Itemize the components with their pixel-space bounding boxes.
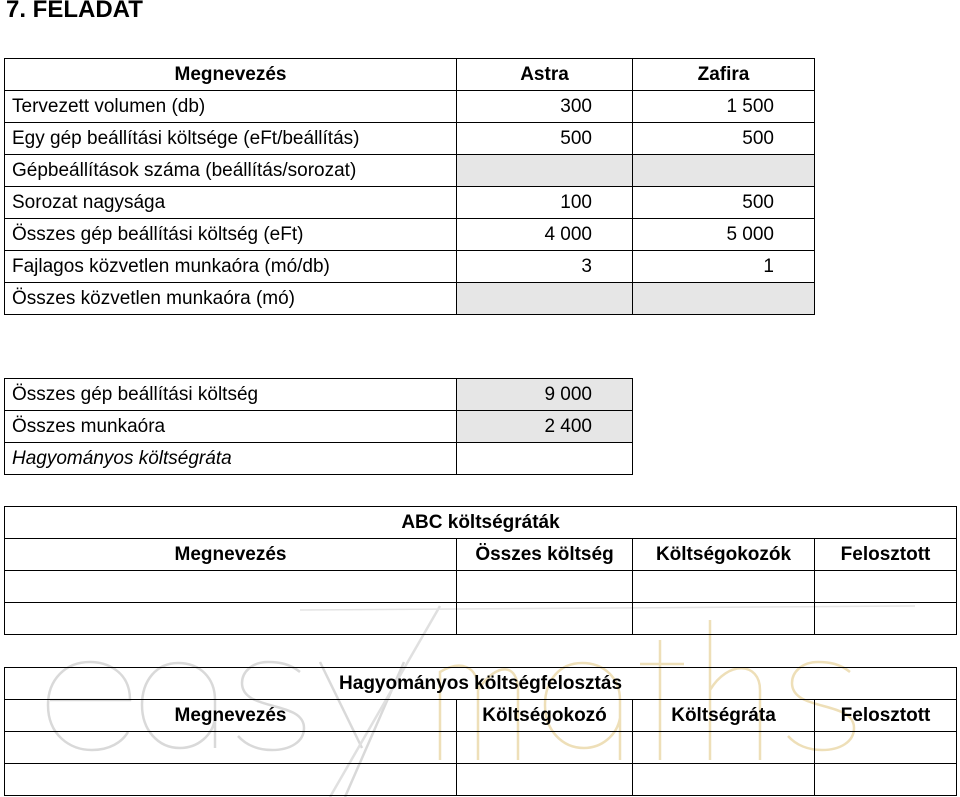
traditional-rate-input-cell[interactable]: [457, 443, 633, 475]
empty-cell[interactable]: [815, 571, 957, 603]
empty-cell[interactable]: [815, 603, 957, 635]
table-row: [5, 91, 815, 123]
header-osszes-koltseg: Összes költség: [457, 539, 633, 571]
zafira-input-cell[interactable]: [633, 283, 815, 315]
astra-value: 100: [457, 187, 633, 219]
row-label: Tervezett volumen (db): [5, 91, 457, 123]
row-label: Egy gép beállítási költsége (eFt/beállítás): [5, 123, 457, 155]
table-row: [5, 155, 815, 187]
traditional-allocation-table: [4, 667, 957, 796]
product-data-table: [4, 58, 815, 315]
empty-cell[interactable]: [633, 732, 815, 764]
empty-cell[interactable]: [5, 764, 457, 796]
header-zafira: Zafira: [633, 59, 815, 91]
row-value: 2 400: [457, 411, 633, 443]
row-label: Összes munkaóra: [5, 411, 457, 443]
empty-cell[interactable]: [5, 732, 457, 764]
row-label: Sorozat nagysága: [5, 187, 457, 219]
row-label: Hagyományos költségráta: [5, 443, 457, 475]
empty-cell[interactable]: [815, 732, 957, 764]
table-row: [5, 251, 815, 283]
header-megnevezes: Megnevezés: [5, 700, 457, 732]
header-koltsegrata: Költségráta: [633, 700, 815, 732]
table-row: [5, 123, 815, 155]
table-title: Hagyományos költségfelosztás: [5, 668, 957, 700]
table-title: ABC költségráták: [5, 507, 957, 539]
empty-cell[interactable]: [457, 603, 633, 635]
astra-value: 300: [457, 91, 633, 123]
empty-cell[interactable]: [457, 764, 633, 796]
header-felosztott: Felosztott: [815, 700, 957, 732]
empty-cell[interactable]: [457, 571, 633, 603]
row-label: Fajlagos közvetlen munkaóra (mó/db): [5, 251, 457, 283]
zafira-input-cell[interactable]: [633, 155, 815, 187]
table-title-row: [5, 668, 957, 700]
zafira-value: 1 500: [633, 91, 815, 123]
zafira-value: 500: [633, 187, 815, 219]
row-label: Gépbeállítások száma (beállítás/sorozat): [5, 155, 457, 187]
table-header-row: [5, 700, 957, 732]
empty-cell[interactable]: [815, 764, 957, 796]
header-megnevezes: Megnevezés: [5, 539, 457, 571]
astra-input-cell[interactable]: [457, 283, 633, 315]
table-row: [5, 379, 633, 411]
empty-cell[interactable]: [633, 571, 815, 603]
astra-value: 500: [457, 123, 633, 155]
traditional-rate-table: [4, 378, 633, 475]
header-koltsegokozok: Költségokozók: [633, 539, 815, 571]
zafira-value: 500: [633, 123, 815, 155]
zafira-value: 5 000: [633, 219, 815, 251]
row-value: 9 000: [457, 379, 633, 411]
empty-cell[interactable]: [5, 603, 457, 635]
table-title-row: [5, 507, 957, 539]
table-row: [5, 764, 957, 796]
header-astra: Astra: [457, 59, 633, 91]
row-label: Összes gép beállítási költség: [5, 379, 457, 411]
header-megnevezes: Megnevezés: [5, 59, 457, 91]
table-header-row: [5, 539, 957, 571]
table-row: [5, 603, 957, 635]
zafira-value: 1: [633, 251, 815, 283]
table-row: [5, 732, 957, 764]
row-label: Összes gép beállítási költség (eFt): [5, 219, 457, 251]
empty-cell[interactable]: [633, 603, 815, 635]
empty-cell[interactable]: [457, 732, 633, 764]
table-row: [5, 571, 957, 603]
table-header-row: [5, 59, 815, 91]
row-label: Összes közvetlen munkaóra (mó): [5, 283, 457, 315]
astra-input-cell[interactable]: [457, 155, 633, 187]
table-row: [5, 219, 815, 251]
astra-value: 3: [457, 251, 633, 283]
table-row: [5, 187, 815, 219]
empty-cell[interactable]: [633, 764, 815, 796]
abc-rates-table: [4, 506, 957, 635]
astra-value: 4 000: [457, 219, 633, 251]
table-row: [5, 283, 815, 315]
page-title: 7. FELADAT: [6, 0, 143, 23]
table-row: [5, 411, 633, 443]
header-koltsegokozo: Költségokozó: [457, 700, 633, 732]
header-felosztott: Felosztott: [815, 539, 957, 571]
empty-cell[interactable]: [5, 571, 457, 603]
table-row: [5, 443, 633, 475]
